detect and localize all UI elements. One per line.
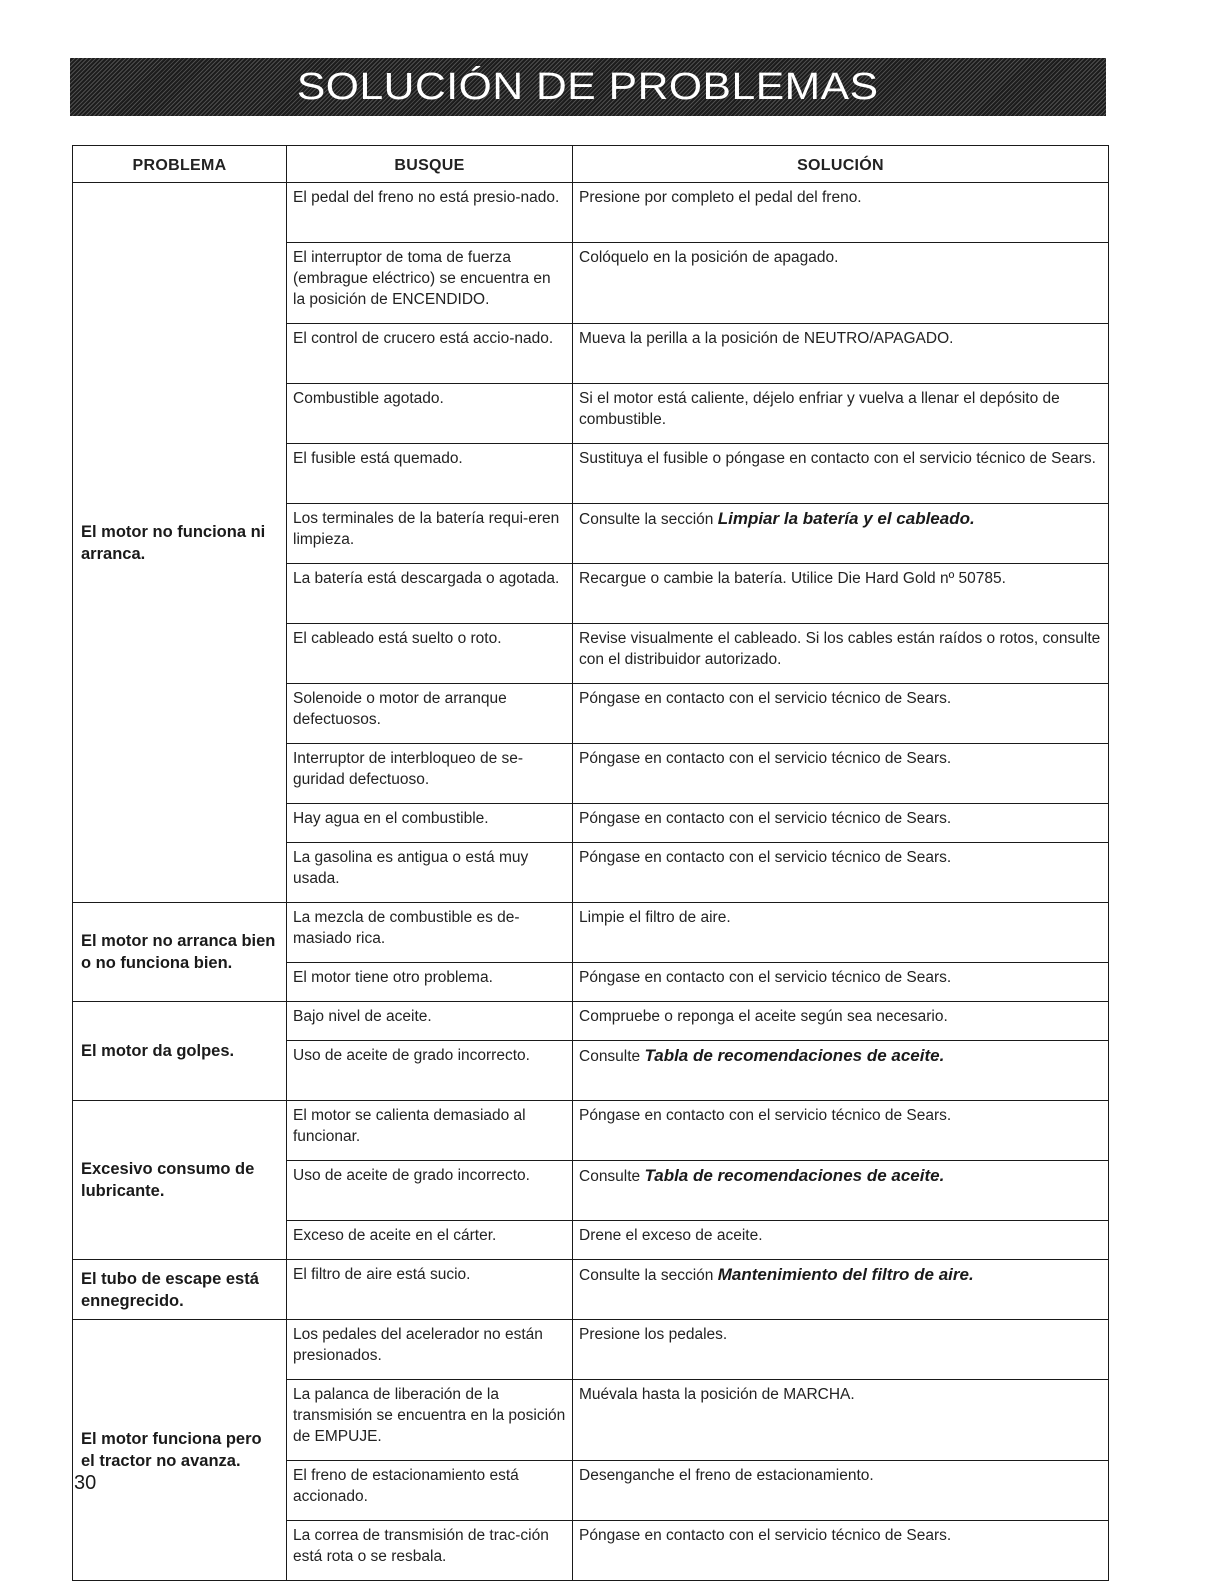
solucion-cell: Póngase en contacto con el servicio técnico de Sears. — [573, 843, 1109, 903]
busque-cell: Uso de aceite de grado incorrecto. — [287, 1161, 573, 1221]
solucion-cell: Póngase en contacto con el servicio técnico de Sears. — [573, 684, 1109, 744]
solucion-cell: Compruebe o reponga el aceite según sea necesario. — [573, 1002, 1109, 1041]
solucion-cell: Póngase en contacto con el servicio técnico de Sears. — [573, 744, 1109, 804]
solucion-cell: Presione los pedales. — [573, 1320, 1109, 1380]
header-problema: PROBLEMA — [73, 146, 287, 183]
table-row — [73, 1320, 1109, 1380]
problem-cell: El tubo de escape está ennegrecido. — [73, 1260, 287, 1320]
solucion-text: Consulte la sección — [579, 1267, 718, 1284]
busque-cell: El motor se calienta demasiado al funcionar. — [287, 1101, 573, 1161]
solucion-cell: Póngase en contacto con el servicio técnico de Sears. — [573, 804, 1109, 843]
page-number: 30 — [74, 1472, 97, 1494]
busque-cell: El pedal del freno no está presio-nado. — [287, 183, 573, 243]
solucion-cell: Póngase en contacto con el servicio técnico de Sears. — [573, 963, 1109, 1002]
busque-cell: El filtro de aire está sucio. — [287, 1260, 573, 1320]
header-busque: BUSQUE — [287, 146, 573, 183]
solucion-cell: Drene el exceso de aceite. — [573, 1221, 1109, 1260]
busque-cell: Solenoide o motor de arranque defectuosos. — [287, 684, 573, 744]
busque-cell: La gasolina es antigua o está muy usada. — [287, 843, 573, 903]
solucion-reference: Limpiar la batería y el cableado. — [717, 509, 975, 528]
header-solucion: SOLUCIÓN — [573, 146, 1109, 183]
busque-cell: La palanca de liberación de la transmisión se encuentra en la posición de EMPUJE. — [287, 1380, 573, 1461]
troubleshooting-table — [72, 145, 1109, 1581]
solucion-text: Consulte — [579, 1048, 645, 1065]
busque-cell: Los pedales del acelerador no están presionados. — [287, 1320, 573, 1380]
solucion-text: Consulte — [579, 1168, 645, 1185]
busque-cell: Exceso de aceite en el cárter. — [287, 1221, 573, 1260]
busque-cell: Uso de aceite de grado incorrecto. — [287, 1041, 573, 1101]
page-title: SOLUCIÓN DE PROBLEMAS — [297, 65, 879, 108]
busque-cell: Los terminales de la batería requi-eren limpieza. — [287, 504, 573, 564]
busque-cell: Interruptor de interbloqueo de se-guridad defectuoso. — [287, 744, 573, 804]
busque-cell: El motor tiene otro problema. — [287, 963, 573, 1002]
solucion-cell: Póngase en contacto con el servicio técnico de Sears. — [573, 1101, 1109, 1161]
solucion-reference: Mantenimiento del filtro de aire. — [717, 1265, 974, 1284]
title-banner — [70, 58, 1106, 116]
solucion-cell: Colóquelo en la posición de apagado. — [573, 243, 1109, 324]
solucion-cell: Recargue o cambie la batería. Utilice Die Hard Gold nº 50785. — [573, 564, 1109, 624]
busque-cell: El control de crucero está accio-nado. — [287, 324, 573, 384]
busque-cell: El fusible está quemado. — [287, 444, 573, 504]
solucion-cell: Presione por completo el pedal del freno. — [573, 183, 1109, 243]
solucion-cell — [573, 504, 1109, 564]
solucion-reference: Tabla de recomendaciones de aceite. — [644, 1166, 945, 1185]
table-row — [73, 1002, 1109, 1041]
problem-cell: Excesivo consumo de lubricante. — [73, 1101, 287, 1260]
busque-cell: El cableado está suelto o roto. — [287, 624, 573, 684]
problem-cell: El motor no funciona ni arranca. — [73, 183, 287, 903]
busque-cell: La correa de transmisión de trac-ción está rota o se resbala. — [287, 1521, 573, 1581]
table-header-row — [73, 146, 1109, 183]
busque-cell: El freno de estacionamiento está accionado. — [287, 1461, 573, 1521]
busque-cell: Bajo nivel de aceite. — [287, 1002, 573, 1041]
solucion-cell — [573, 1260, 1109, 1320]
table-row — [73, 1101, 1109, 1161]
problem-cell: El motor da golpes. — [73, 1002, 287, 1101]
solucion-text: Consulte la sección — [579, 511, 718, 528]
busque-cell: El interruptor de toma de fuerza (embrague eléctrico) se encuentra en la posición de ENCENDIDO. — [287, 243, 573, 324]
solucion-cell: Sustituya el fusible o póngase en contacto con el servicio técnico de Sears. — [573, 444, 1109, 504]
busque-cell: Combustible agotado. — [287, 384, 573, 444]
busque-cell: La mezcla de combustible es de-masiado rica. — [287, 903, 573, 963]
solucion-cell — [573, 1161, 1109, 1221]
solucion-cell — [573, 1041, 1109, 1101]
table-row — [73, 183, 1109, 243]
table-row — [73, 1260, 1109, 1320]
solucion-cell: Desenganche el freno de estacionamiento. — [573, 1461, 1109, 1521]
solucion-cell: Si el motor está caliente, déjelo enfriar y vuelva a llenar el depósito de combustible. — [573, 384, 1109, 444]
solucion-cell: Revise visualmente el cableado. Si los cables están raídos o rotos, consulte con el distribuidor autorizado. — [573, 624, 1109, 684]
problem-cell: El motor funciona pero el tractor no avanza. — [73, 1320, 287, 1581]
solucion-reference: Tabla de recomendaciones de aceite. — [644, 1046, 945, 1065]
solucion-cell: Muévala hasta la posición de MARCHA. — [573, 1380, 1109, 1461]
problem-cell: El motor no arranca bien o no funciona bien. — [73, 903, 287, 1002]
solucion-cell: Limpie el filtro de aire. — [573, 903, 1109, 963]
table-row — [73, 903, 1109, 963]
busque-cell: La batería está descargada o agotada. — [287, 564, 573, 624]
busque-cell: Hay agua en el combustible. — [287, 804, 573, 843]
solucion-cell: Mueva la perilla a la posición de NEUTRO/APAGADO. — [573, 324, 1109, 384]
solucion-cell: Póngase en contacto con el servicio técnico de Sears. — [573, 1521, 1109, 1581]
